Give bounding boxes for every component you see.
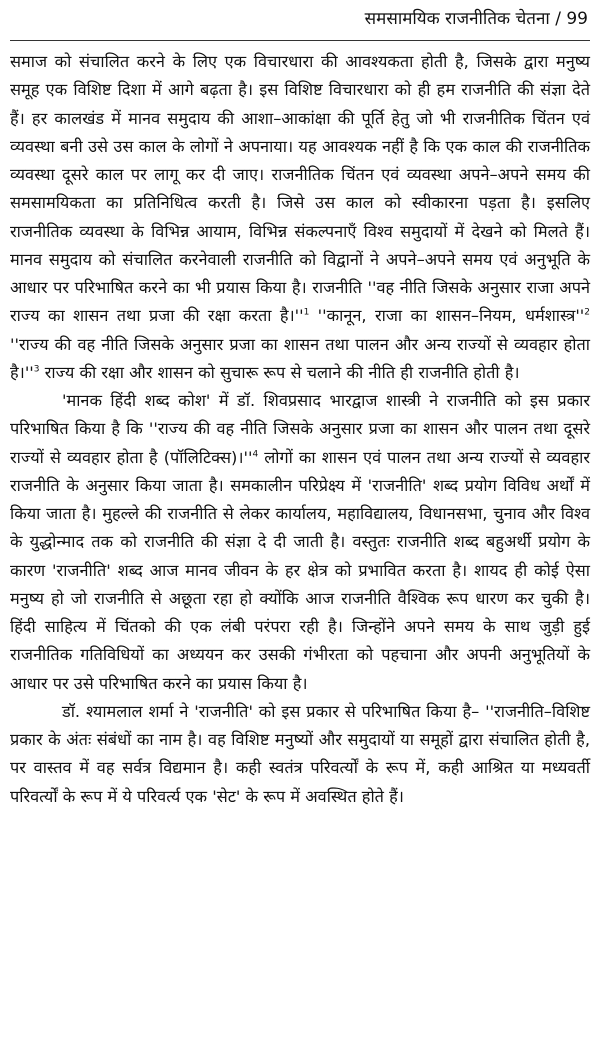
paragraph-3	[10, 698, 590, 811]
header-rule	[10, 40, 590, 41]
header-separator: /	[555, 9, 561, 29]
paragraph-2	[10, 387, 590, 698]
paragraph-1	[10, 48, 590, 387]
running-title: समसामयिक राजनीतिक चेतना	[364, 9, 550, 29]
paragraph-2-text-2: लोगों का शासन एवं पालन तथा अन्य राज्यों से व्यवहार राजनीति के अनुसार किया जाता है। समकालीन परिप्रेक्ष्य में 'राजनीति' शब्द प्रयोग विविध अर्थों में किया जाता है। मुहल्ले की राजनीति से लेकर कार्यालय, महाविद्यालय, विधानसभा, चुनाव और विश्व के युद्धोन्माद तक को राजनीति की संज्ञा दे दी जाती है। वस्तुतः राजनीति शब्द बहुअर्थी प्रयोग के कारण 'राजनीति' शब्द आज मानव जीवन के हर क्षेत्र को प्रभावित करता है। शायद ही कोई ऐसा मनुष्य हो जो राजनीति से अछूता रहा हो क्योंकि आज राजनीति वैश्विक रूप धारण कर चुकी है। हिंदी साहित्य में चिंतको की एक लंबी परंपरा रही है। जिन्होंने अपने समय के साथ जुड़ी हुई राजनीतिक गतिविधियों का अध्ययन कर उसकी गंभीरता को पहचाना और अपनी अनुभूतियों के आधार पर उसे परिभाषित करने का प्रयास किया है।	[10, 447, 590, 693]
running-header	[10, 4, 588, 38]
footnote-ref-3: 3	[33, 364, 40, 375]
page-number: 99	[566, 9, 588, 29]
paragraph-3-text-1: डॉ. श्यामलाल शर्मा ने 'राजनीति' को इस प्रकार से परिभाषित किया है– ''राजनीति–विशिष्ट प्रकार के अंतः संबंधों का नाम है। वह विशिष्ट मनुष्यों और समुदायों या समूहों द्वारा संचालित होती है, पर वास्तव में वह सर्वत्र विद्यमान है। कही स्वतंत्र परिवर्त्यों के रूप में, कही आश्रित या मध्यवर्ती परिवर्त्यों के रूप में ये परिवर्त्य एक 'सेट' के रूप में अवस्थित होते हैं।	[10, 701, 590, 806]
paragraph-1-text-3: ''राज्य की वह नीति जिसके अनुसार प्रजा का शासन तथा पालन और अन्य राज्यों से व्यवहार होता है।''	[10, 334, 590, 382]
footnote-ref-4: 4	[252, 449, 259, 460]
body-text	[10, 48, 590, 811]
footnote-ref-1: 1	[303, 307, 310, 318]
paragraph-1-text-4: राज्य की रक्षा और शासन को सुचारू रूप से चलाने की नीति ही राजनीति होती है।	[39, 362, 520, 382]
paragraph-2-text-1: 'मानक हिंदी शब्द कोश' में डॉ. शिवप्रसाद भारद्वाज शास्त्री ने राजनीति को इस प्रकार परिभाषित किया है कि ''राज्य की वह नीति जिसके अनुसार प्रजा का शासन और पालन तथा दूसरे राज्यों से व्यवहार होता है (पॉलिटिक्स)।''	[10, 391, 590, 467]
paragraph-1-text-1: समाज को संचालित करने के लिए एक विचारधारा की आवश्यकता होती है, जिसके द्वारा मनुष्य समूह एक विशिष्ट दिशा में आगे बढ़ता है। इस विशिष्ट विचारधारा को ही हम राजनीति की संज्ञा देते हैं। हर कालखंड में मानव समुदाय की आशा–आकांक्षा की पूर्ति हेतु जो भी राजनीतिक चिंतन एवं व्यवस्था बनी उसे उस काल के लोगों ने अपनाया। यह आवश्यक नहीं है कि एक काल की राजनीतिक व्यवस्था दूसरे काल पर लागू कर दी जाए। राजनीतिक चिंतन एवं व्यवस्था अपने–अपने समय की समसामयिकता का प्रतिनिधित्व करती है। जिसे उस काल को स्वीकारना पड़ता है। इसलिए राजनीतिक व्यवस्था के विभिन्न आयाम, विभिन्न संकल्पनाएँ विश्व समुदायों में देखने को मिलते हैं। मानव समुदाय को संचालित करनेवाली राजनीति को विद्वानों ने अपने–अपने समय एवं अनुभूति के आधार पर परिभाषित करने का भी प्रयास किया है। राजनीति ''वह नीति जिसके अनुसार राजा अपने राज्य का शासन तथा प्रजा की रक्षा करता है।''	[10, 52, 590, 326]
paragraph-1-text-2: ''कानून, राजा का शासन–नियम, धर्मशास्त्र''	[309, 306, 585, 326]
footnote-ref-2: 2	[584, 307, 590, 318]
